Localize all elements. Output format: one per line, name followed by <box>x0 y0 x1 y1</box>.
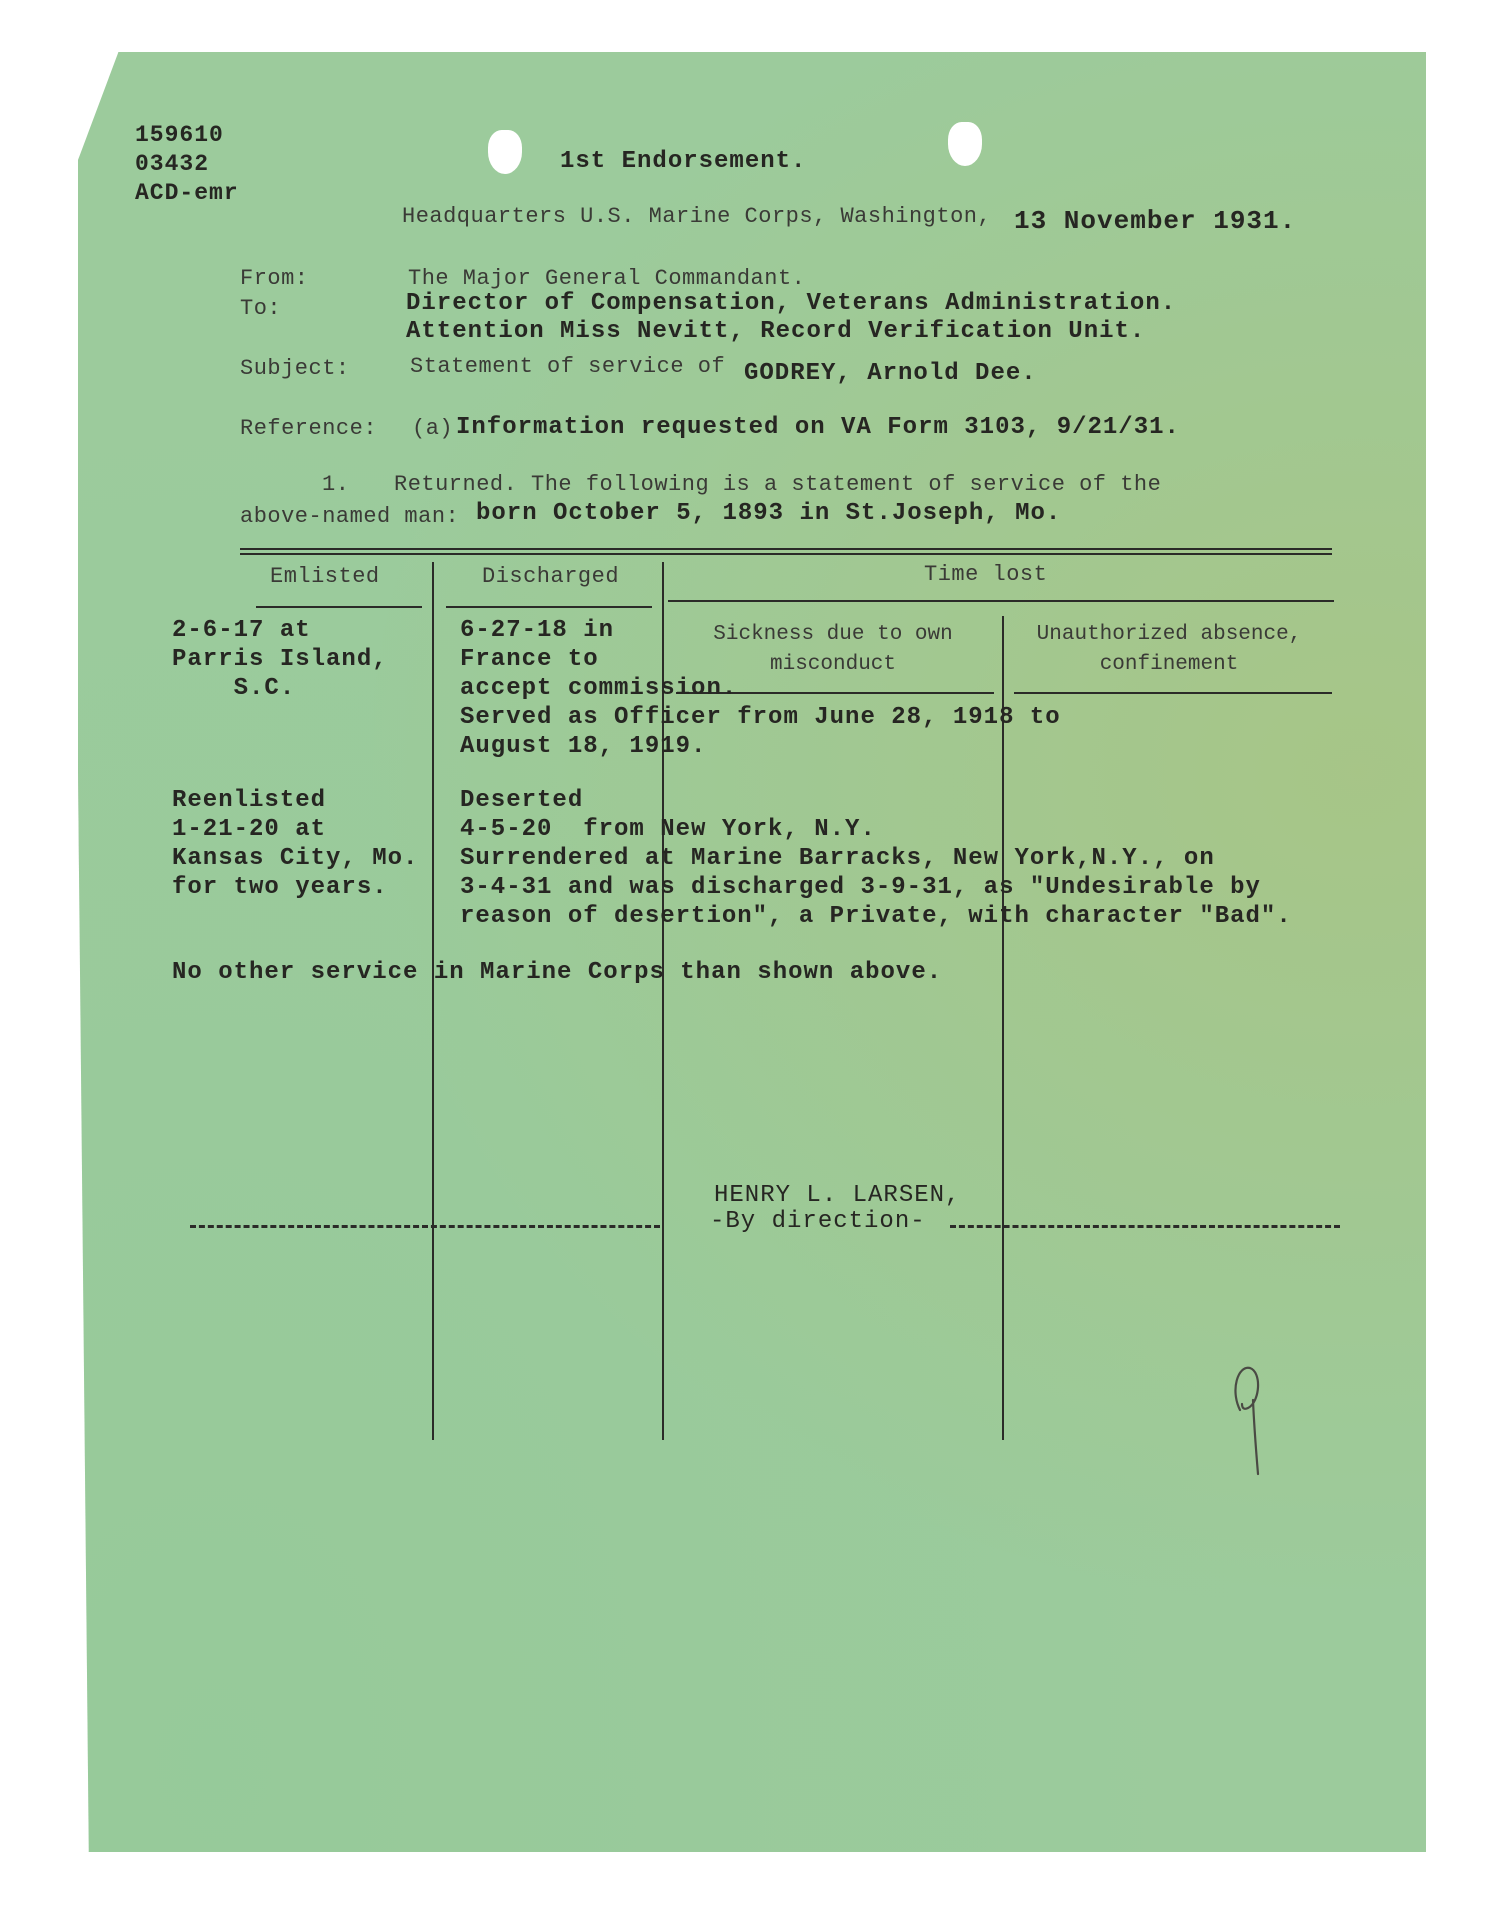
col-header-discharged: Discharged <box>482 564 620 589</box>
reference-label: Reference: <box>240 416 378 441</box>
sub-header-sickness: Sickness due to own misconduct <box>713 623 953 676</box>
to-label: To: <box>240 296 282 321</box>
headquarters-line: Headquarters U.S. Marine Corps, Washington, <box>402 204 992 229</box>
endorsement-title: 1st Endorsement. <box>560 148 807 175</box>
time-lost-header-rule <box>668 600 1334 602</box>
subject-label: Subject: <box>240 356 350 381</box>
unauthorized-header-rule <box>1014 692 1332 694</box>
punch-hole-right <box>948 122 982 166</box>
file-ref-3: ACD-emr <box>135 180 239 206</box>
table-divider-1 <box>432 562 434 1440</box>
from-value: The Major General Commandant. <box>408 266 806 291</box>
signature-name: HENRY L. LARSEN, <box>714 1182 961 1209</box>
handwritten-initial-mark <box>1220 1350 1280 1480</box>
enlisted-entry-1: 2-6-17 at Parris Island, S.C. <box>172 617 388 702</box>
signature-dash-right <box>950 1225 1340 1228</box>
paragraph-line-2-typed: born October 5, 1893 in St.Joseph, Mo. <box>476 500 1062 527</box>
to-line-2: Attention Miss Nevitt, Record Verification Unit. <box>406 318 1146 345</box>
discharged-entry-1: 6-27-18 in France to accept commission. Served as Officer from June 28, 1918 to August 18, 1919. <box>460 617 1061 760</box>
from-label: From: <box>240 266 309 291</box>
col-header-enlisted: Emlisted <box>270 564 380 589</box>
paragraph-line-2-prefix: above-named man: <box>240 504 460 529</box>
file-ref-2: 03432 <box>135 151 210 177</box>
discharged-entry-2: Deserted 4-5-20 from New York, N.Y. Surrendered at Marine Barracks, New York,N.Y., on 3-4-31 and was discharged 3-9-31, as "Undesirable by reason of desertion", a Private, with character "Bad". <box>460 787 1292 930</box>
signature-dash-left <box>190 1225 660 1228</box>
enlisted-entry-2: Reenlisted 1-21-20 at Kansas City, Mo. for two years. <box>172 787 419 901</box>
col-header-time-lost: Time lost <box>924 562 1048 587</box>
reference-prefix: (a) <box>412 416 454 441</box>
paragraph-number: 1. <box>322 472 350 497</box>
sub-header-unauthorized: Unauthorized absence, confinement <box>1036 623 1302 676</box>
table-top-rule <box>240 548 1332 555</box>
endorsement-date: 13 November 1931. <box>1014 206 1297 236</box>
enlisted-header-rule <box>256 606 422 608</box>
subject-text: Statement of service of <box>410 354 726 379</box>
discharged-header-rule <box>446 606 652 608</box>
subject-name: GODREY, Arnold Dee. <box>744 360 1037 387</box>
to-line-1: Director of Compensation, Veterans Administration. <box>406 290 1177 317</box>
paragraph-line-1: Returned. The following is a statement of service of the <box>394 472 1162 497</box>
no-other-service-note: No other service in Marine Corps than shown above. <box>172 959 943 986</box>
file-ref-1: 159610 <box>135 122 224 148</box>
signature-by-direction: -By direction- <box>710 1208 926 1235</box>
punch-hole-left <box>488 130 522 174</box>
reference-text: Information requested on VA Form 3103, 9/21/31. <box>456 414 1180 441</box>
